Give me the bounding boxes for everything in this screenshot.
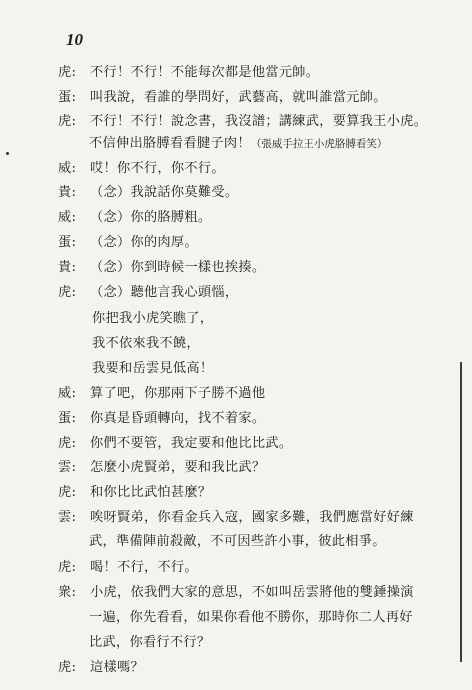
- speech-text: 喝！不行，不行。: [90, 560, 198, 575]
- stage-direction: （張威手拉王小虎胳膊看笑）: [250, 138, 388, 150]
- speech-continuation: 比武，你看行不行？: [89, 635, 211, 650]
- speech-text: 不行！不行！說念書，我沒譜；講練武，要算我王小虎。: [90, 114, 428, 129]
- speaker-label: 貴:: [58, 260, 77, 275]
- speaker-label: 虎:: [58, 660, 77, 675]
- margin-speck: [6, 152, 9, 155]
- speaker-label: 衆:: [58, 585, 77, 600]
- speech-text: 哎！你不行，你不行。: [90, 161, 225, 176]
- speech-text: 和你比比武怕甚麼？: [90, 485, 212, 500]
- speech-text: 不行！不行！不能每次都是他當元帥。: [90, 65, 320, 80]
- verse-text: 我要和岳雲見低高！: [92, 361, 214, 376]
- speaker-label: 威:: [58, 386, 77, 401]
- speech-text: 這樣嗎？: [90, 660, 144, 675]
- speaker-label: 虎:: [58, 285, 77, 300]
- speaker-label: 虎:: [58, 485, 77, 500]
- speaker-label: 威:: [58, 210, 77, 225]
- speaker-label: 虎:: [58, 65, 77, 80]
- speech-text: （念）你的胳膊粗。: [90, 210, 212, 225]
- verse-text: 你把我小虎笑瞧了，: [92, 311, 214, 326]
- speaker-label: 虎:: [58, 436, 77, 451]
- speech-text: （念）聽他言我心頭惱，: [90, 285, 239, 300]
- speech-text: 小虎，依我們大家的意思，不如叫岳雲將他的雙錘操演: [90, 585, 414, 600]
- speaker-label: 威:: [58, 161, 77, 176]
- speech-text: 算了吧，你那兩下子勝不過他: [90, 386, 266, 401]
- speaker-label: 蛋:: [58, 90, 77, 105]
- page-number: 10: [66, 30, 83, 49]
- verse-text: 我不依來我不饒，: [92, 336, 200, 351]
- speech-continuation: 一遍，你先看看，如果你看他不勝你，那時你二人再好: [89, 610, 413, 625]
- speaker-label: 虎:: [58, 114, 77, 129]
- speech-text: （念）你的肉厚。: [90, 235, 198, 250]
- speaker-label: 蛋:: [58, 235, 77, 250]
- speech-text: 怎麼小虎賢弟，要和我比武？: [90, 460, 266, 475]
- speaker-label: 蛋:: [58, 411, 77, 426]
- speech-continuation: [89, 133, 387, 155]
- speech-text: 不信伸出胳膊看看腱子肉！: [89, 136, 251, 151]
- speech-text: 唉呀賢弟，你看金兵入寇，國家多難，我們應當好好練: [90, 510, 414, 525]
- speech-text: （念）你到時候一樣也挨揍。: [90, 260, 266, 275]
- speech-text: 你真是昏頭轉向，找不着家。: [90, 411, 266, 426]
- speaker-label: 貴:: [58, 185, 77, 200]
- speaker-label: 雲:: [58, 460, 77, 475]
- speech-text: 你們不要管，我定要和他比比武。: [90, 436, 293, 451]
- speaker-label: 虎:: [58, 560, 77, 575]
- page-edge-rule: [460, 362, 462, 662]
- speech-text: （念）我說話你莫難受。: [90, 185, 239, 200]
- speech-text: 叫我說，看誰的學問好，武藝高，就叫誰當元帥。: [90, 90, 387, 105]
- speaker-label: 雲:: [58, 510, 77, 525]
- speech-continuation: 武，準備陣前殺敵，不可因些許小事，彼此相爭。: [89, 534, 386, 549]
